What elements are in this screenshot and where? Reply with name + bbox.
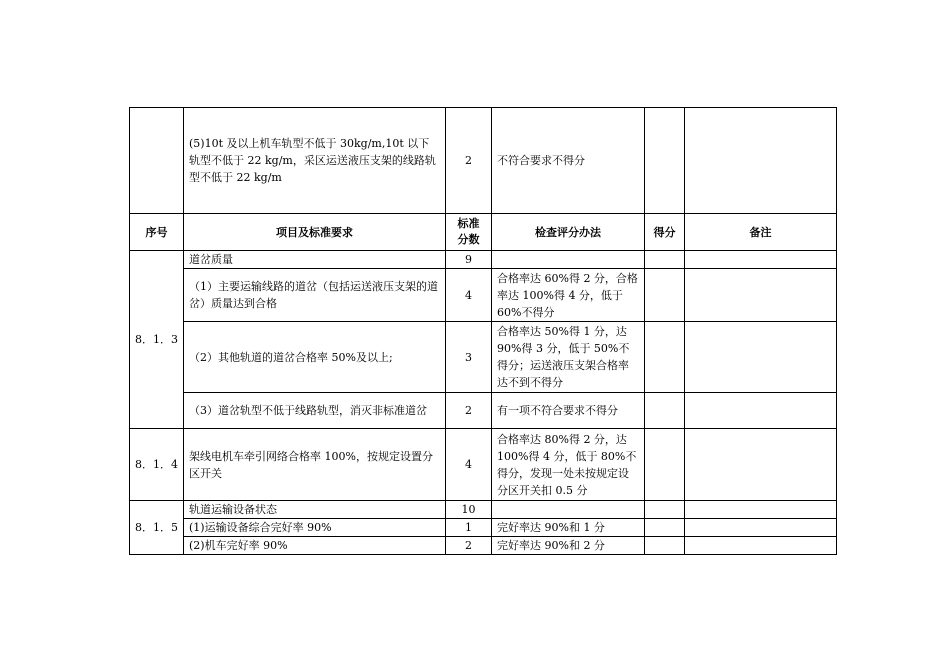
- header-row: [130, 214, 837, 251]
- header-got: 得分: [645, 214, 685, 251]
- note-cell: [685, 251, 837, 269]
- table-row: [130, 429, 837, 501]
- table-row: [130, 393, 837, 429]
- note-cell: [685, 501, 837, 519]
- method-cell: 有一项不符合要求不得分: [492, 393, 645, 429]
- score-cell: 4: [446, 429, 492, 501]
- header-method: 检查评分办法: [492, 214, 645, 251]
- table-row: [130, 519, 837, 537]
- got-cell: [645, 322, 685, 393]
- score-cell: 4: [446, 269, 492, 322]
- note-cell: [685, 108, 837, 214]
- item-cell: （3）道岔轨型不低于线路轨型，消灭非标准道岔: [184, 393, 446, 429]
- method-cell: 合格率达 80%得 2 分，达 100%得 4 分，低于 80%不得分，发现一处未按规定设分区开关扣 0.5 分: [492, 429, 645, 501]
- header-item: 项目及标准要求: [184, 214, 446, 251]
- score-cell: 9: [446, 251, 492, 269]
- note-cell: [685, 537, 837, 555]
- item-cell: 架线电机车牵引网络合格率 100%，按规定设置分区开关: [184, 429, 446, 501]
- score-cell: 3: [446, 322, 492, 393]
- score-cell: 2: [446, 537, 492, 555]
- item-cell: (1)运输设备综合完好率 90%: [184, 519, 446, 537]
- got-cell: [645, 393, 685, 429]
- method-cell: [492, 501, 645, 519]
- got-cell: [645, 537, 685, 555]
- got-cell: [645, 269, 685, 322]
- note-cell: [685, 393, 837, 429]
- table-row: [130, 501, 837, 519]
- item-cell: 轨道运输设备状态: [184, 501, 446, 519]
- note-cell: [685, 269, 837, 322]
- got-cell: [645, 108, 685, 214]
- seq-cell: 8．1．5: [130, 501, 184, 555]
- table-row: [130, 108, 837, 214]
- note-cell: [685, 322, 837, 393]
- note-cell: [685, 519, 837, 537]
- seq-cell: [130, 108, 184, 214]
- method-cell: 完好率达 90%和 2 分: [492, 537, 645, 555]
- table-row: [130, 269, 837, 322]
- item-cell: (5)10t 及以上机车轨型不低于 30kg/m,10t 以下轨型不低于 22 kg/m，采区运送液压支架的线路轨型不低于 22 kg/m: [184, 108, 446, 214]
- item-cell: （1）主要运输线路的道岔（包括运送液压支架的道岔）质量达到合格: [184, 269, 446, 322]
- score-cell: 10: [446, 501, 492, 519]
- table-row: [130, 251, 837, 269]
- header-seq: 序号: [130, 214, 184, 251]
- table-row: [130, 537, 837, 555]
- got-cell: [645, 501, 685, 519]
- method-cell: 完好率达 90%和 1 分: [492, 519, 645, 537]
- note-cell: [685, 429, 837, 501]
- table-row: [130, 322, 837, 393]
- method-cell: [492, 251, 645, 269]
- header-score: 标准 分数: [446, 214, 492, 251]
- seq-cell: 8．1．4: [130, 429, 184, 501]
- method-cell: 不符合要求不得分: [492, 108, 645, 214]
- seq-cell: 8．1．3: [130, 251, 184, 429]
- header-note: 备注: [685, 214, 837, 251]
- item-cell: （2）其他轨道的道岔合格率 50%及以上;: [184, 322, 446, 393]
- method-cell: 合格率达 60%得 2 分，合格率达 100%得 4 分，低于 60%不得分: [492, 269, 645, 322]
- score-cell: 2: [446, 393, 492, 429]
- scoring-table: [129, 107, 837, 555]
- item-cell: 道岔质量: [184, 251, 446, 269]
- score-cell: 2: [446, 108, 492, 214]
- item-cell: (2)机车完好率 90%: [184, 537, 446, 555]
- got-cell: [645, 519, 685, 537]
- got-cell: [645, 251, 685, 269]
- method-cell: 合格率达 50%得 1 分，达 90%得 3 分，低于 50%不得分；运送液压支架合格率达不到不得分: [492, 322, 645, 393]
- got-cell: [645, 429, 685, 501]
- score-cell: 1: [446, 519, 492, 537]
